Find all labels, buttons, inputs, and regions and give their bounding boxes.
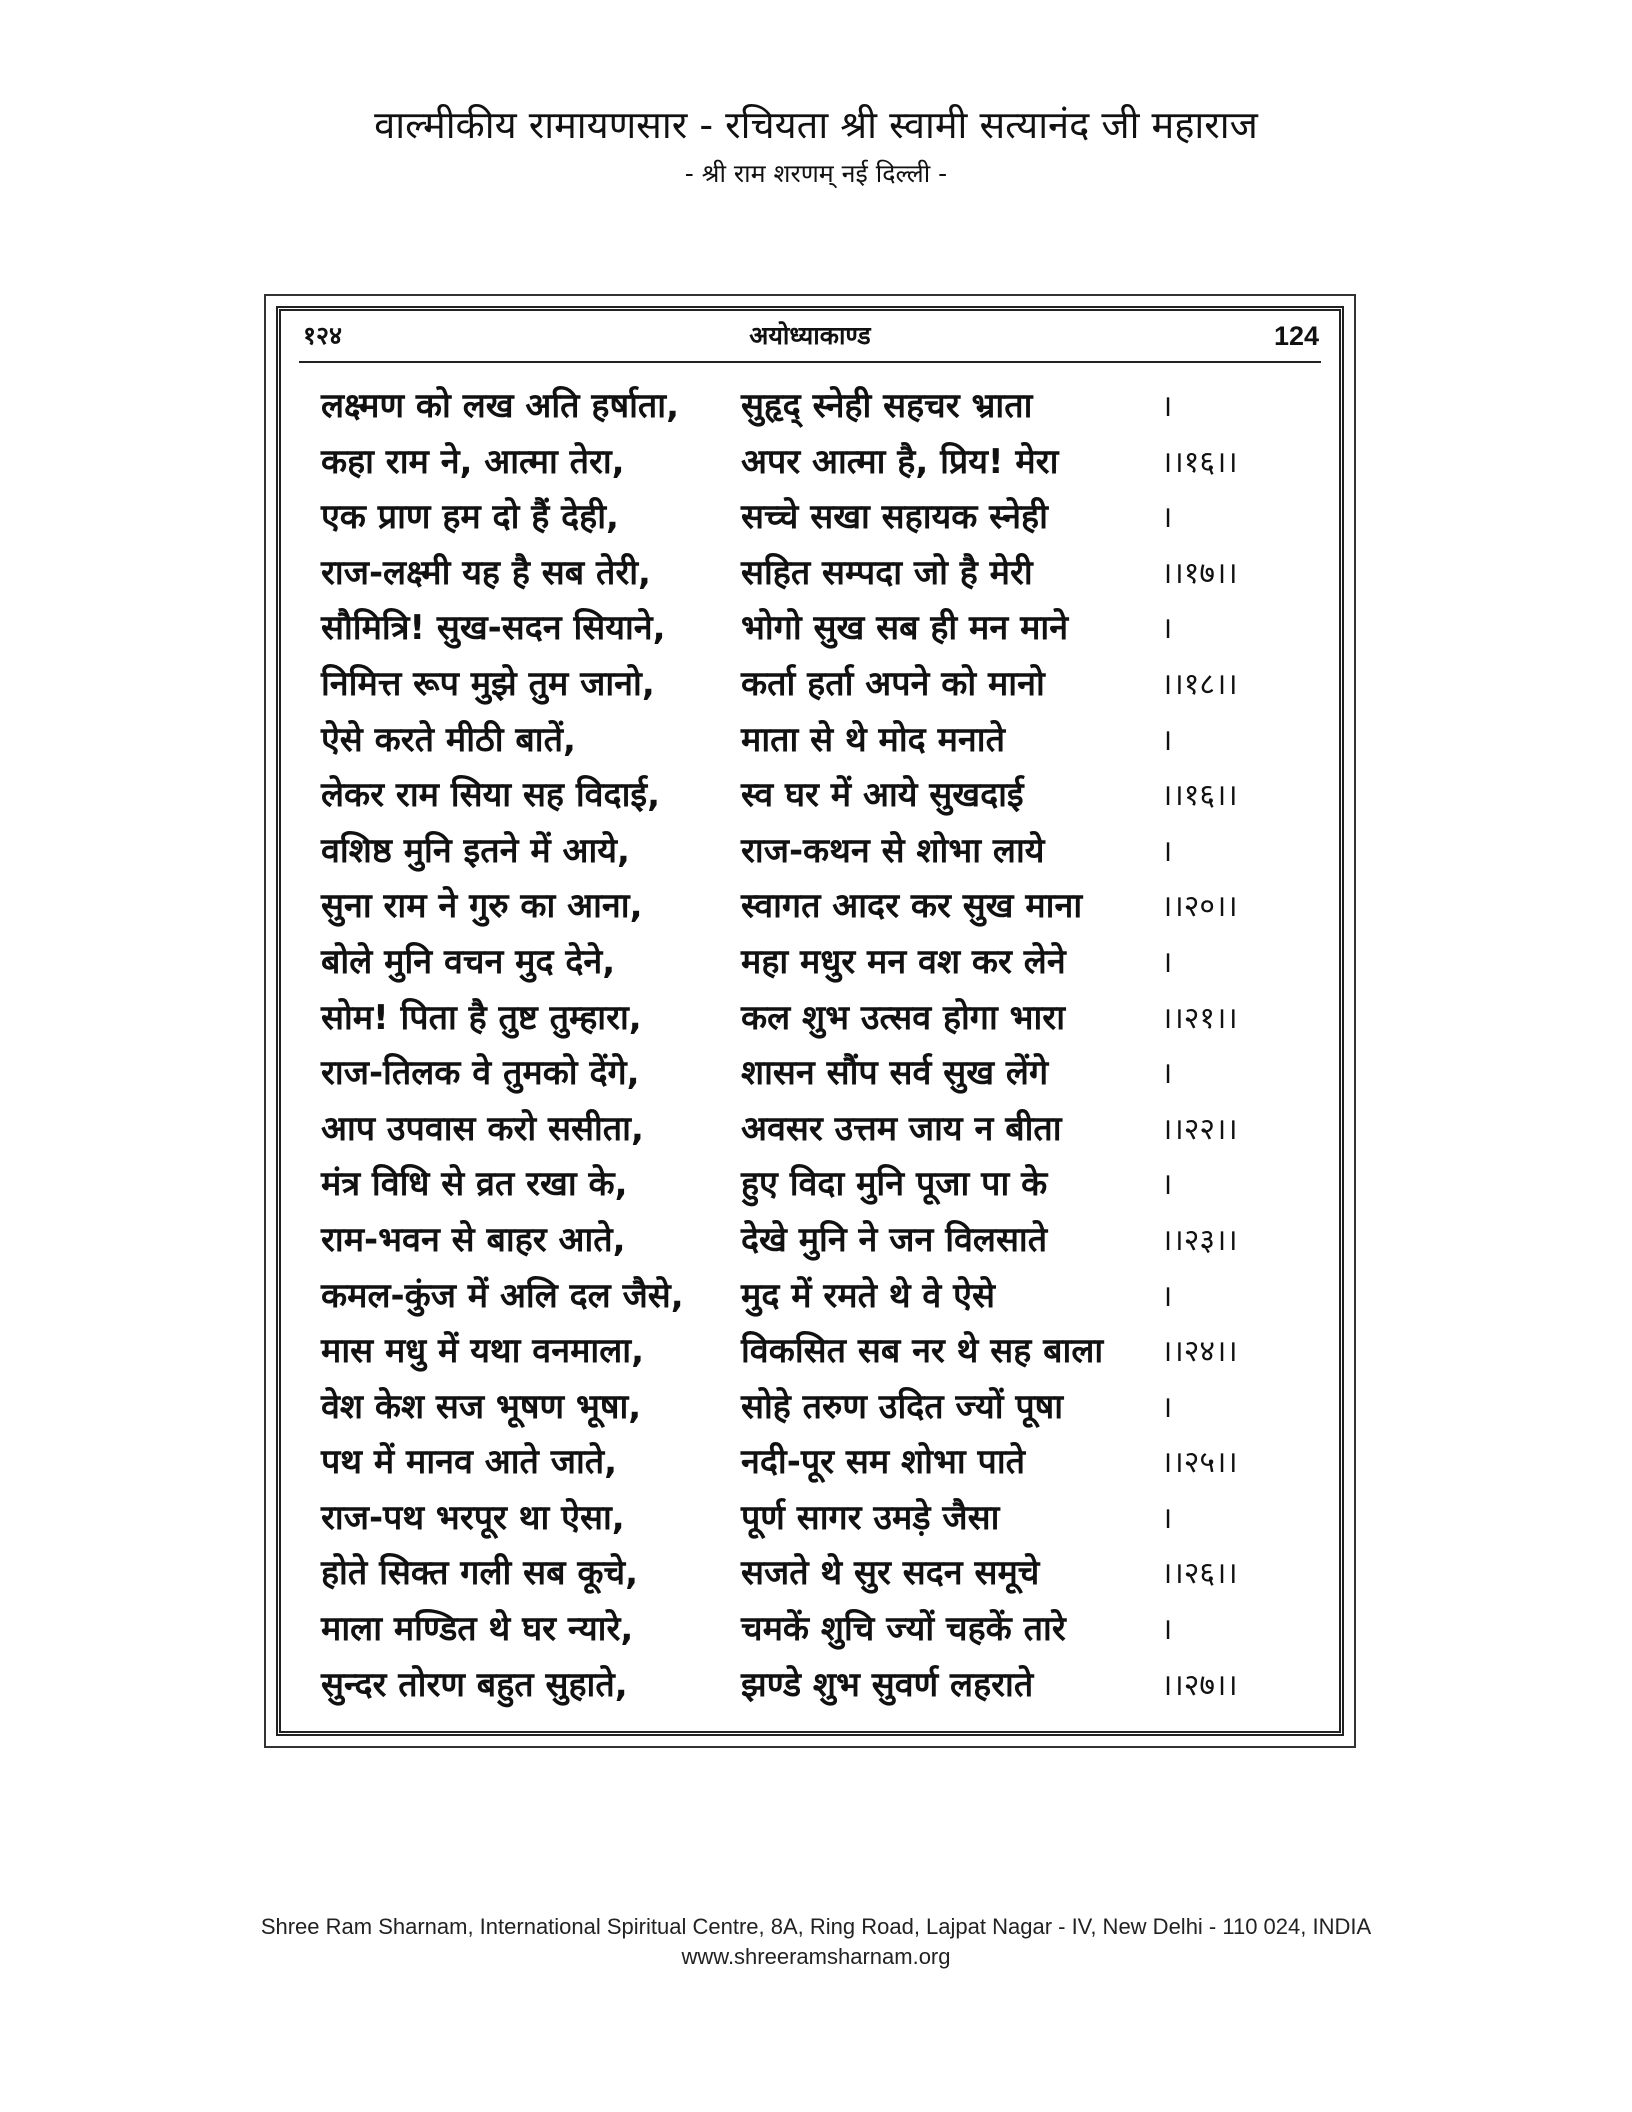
verse-row bbox=[321, 1213, 1341, 1269]
verse-row bbox=[321, 768, 1341, 824]
verse-first-half: राज-लक्ष्मी यह है सब तेरी, bbox=[321, 552, 651, 593]
verse-number: ।।२७।। bbox=[1161, 1667, 1238, 1703]
verse-number: ।।२६।। bbox=[1161, 1556, 1238, 1592]
verse-first-half: कहा राम ने, आत्मा तेरा, bbox=[321, 441, 625, 482]
text-frame bbox=[264, 294, 1356, 1748]
verse-second-half: अवसर उत्तम जाय न बीता bbox=[741, 1108, 1062, 1149]
verse-number: ।।१६।। bbox=[1161, 778, 1238, 814]
verse-second-half: सजते थे सुर सदन समूचे bbox=[741, 1553, 1040, 1594]
page-heading bbox=[299, 311, 1321, 363]
book-title: वाल्मीकीय रामायणसार - रचियता श्री स्वामी सत्यानंद जी महाराज bbox=[374, 103, 1258, 147]
verse-first-half: राज-पथ भरपूर था ऐसा, bbox=[321, 1497, 625, 1538]
page-number-devanagari: १२४ bbox=[303, 321, 343, 350]
verse-first-half: लक्ष्मण को लख अति हर्षाता, bbox=[321, 386, 680, 426]
verse-second-half: भोगो सुख सब ही मन माने bbox=[741, 608, 1069, 649]
verse-row bbox=[321, 490, 1341, 546]
verse-row bbox=[321, 1435, 1341, 1491]
verse-number: ।।२२।। bbox=[1161, 1111, 1238, 1147]
verse-number: । bbox=[1161, 1389, 1173, 1425]
verse-row bbox=[321, 879, 1341, 935]
verse-row bbox=[321, 435, 1341, 491]
verse-row bbox=[321, 379, 1341, 435]
verse-second-half: सुहृद् स्नेही सहचर भ्राता bbox=[741, 386, 1033, 426]
text-frame-inner bbox=[276, 306, 1344, 1736]
verse-second-half: स्व घर में आये सुखदाई bbox=[741, 775, 1024, 816]
verse-row bbox=[321, 713, 1341, 769]
verse-first-half: सौमित्रि! सुख-सदन सियाने, bbox=[321, 608, 666, 649]
verse-row bbox=[321, 935, 1341, 991]
verse-number: । bbox=[1161, 1500, 1173, 1536]
publisher-line: - श्री राम शरणम् नई दिल्ली - bbox=[684, 159, 948, 188]
verse-second-half: माता से थे मोद मनाते bbox=[741, 719, 1005, 760]
verse-row bbox=[321, 1269, 1341, 1325]
verse-first-half: कमल-कुंज में अलि दल जैसे, bbox=[321, 1275, 684, 1316]
verse-number: ।।२०।। bbox=[1161, 889, 1238, 925]
verse-first-half: सोम! पिता है तुष्ट तुम्हारा, bbox=[321, 997, 642, 1038]
verse-first-half: वेश केश सज भूषण भूषा, bbox=[321, 1386, 642, 1427]
verse-first-half: बोले मुनि वचन मुद देने, bbox=[321, 941, 616, 982]
verse-number: ।।१८।। bbox=[1161, 666, 1238, 702]
verse-first-half: होते सिक्त गली सब कूचे, bbox=[321, 1553, 638, 1594]
verse-row bbox=[321, 1658, 1341, 1714]
verse-second-half: कर्ता हर्ता अपने को मानो bbox=[741, 663, 1045, 704]
verse-number: ।।२१।। bbox=[1161, 1000, 1238, 1036]
verse-second-half: स्वागत आदर कर सुख माना bbox=[741, 886, 1083, 927]
verse-first-half: लेकर राम सिया सह विदाई, bbox=[321, 775, 660, 816]
verse-row bbox=[321, 546, 1341, 602]
verse-second-half: सच्चे सखा सहायक स्नेही bbox=[741, 497, 1048, 538]
verse-row bbox=[321, 1102, 1341, 1158]
verse-number: ।।२४।। bbox=[1161, 1334, 1238, 1370]
verse-number: ।।२३।। bbox=[1161, 1222, 1238, 1258]
verse-number: । bbox=[1161, 500, 1173, 536]
verse-first-half: सुना राम ने गुरु का आना, bbox=[321, 886, 643, 927]
verse-first-half: निमित्त रूप मुझे तुम जानो, bbox=[321, 663, 655, 704]
verse-second-half: झण्डे शुभ सुवर्ण लहराते bbox=[741, 1664, 1034, 1705]
verse-row bbox=[321, 601, 1341, 657]
page-number: 124 bbox=[1273, 321, 1319, 351]
verse-second-half: महा मधुर मन वश कर लेने bbox=[741, 941, 1066, 982]
verse-second-half: हुए विदा मुनि पूजा पा के bbox=[741, 1164, 1048, 1205]
verse-second-half: मुद में रमते थे वे ऐसे bbox=[741, 1275, 995, 1316]
footer-website: www.shreeramsharnam.org bbox=[681, 1944, 951, 1969]
verse-second-half: सहित सम्पदा जो है मेरी bbox=[741, 552, 1033, 593]
verse-number: ।।२५।। bbox=[1161, 1445, 1238, 1481]
verse-first-half: राम-भवन से बाहर आते, bbox=[321, 1219, 626, 1260]
verse-first-half: मास मधु में यथा वनमाला, bbox=[321, 1331, 644, 1372]
verse-second-half: सोहे तरुण उदित ज्यों पूषा bbox=[741, 1386, 1064, 1427]
verse-row bbox=[321, 991, 1341, 1047]
verse-row bbox=[321, 1546, 1341, 1602]
verse-row bbox=[321, 1157, 1341, 1213]
verse-number: । bbox=[1161, 389, 1173, 424]
verse-row bbox=[321, 1324, 1341, 1380]
verse-second-half: विकसित सब नर थे सह बाला bbox=[741, 1331, 1104, 1372]
verse-first-half: मंत्र विधि से व्रत रखा के, bbox=[321, 1164, 628, 1205]
verse-first-half: पथ में मानव आते जाते, bbox=[321, 1442, 618, 1483]
verse-second-half: चमकें शुचि ज्यों चहकें तारे bbox=[741, 1609, 1066, 1650]
verse-second-half: नदी-पूर सम शोभा पाते bbox=[741, 1442, 1026, 1483]
verse-second-half: देखे मुनि ने जन विलसाते bbox=[741, 1219, 1048, 1260]
verse-second-half: राज-कथन से शोभा लाये bbox=[741, 830, 1045, 871]
verse-first-half: माला मण्डित थे घर न्यारे, bbox=[321, 1609, 634, 1650]
verse-number: । bbox=[1161, 1056, 1173, 1092]
verse-number: । bbox=[1161, 833, 1173, 869]
verse-first-half: एक प्राण हम दो हैं देही, bbox=[321, 497, 619, 538]
verse-row bbox=[321, 1602, 1341, 1658]
verse-row bbox=[321, 1046, 1341, 1102]
verse-number: ।।१७।। bbox=[1161, 555, 1238, 591]
verse-number: ।।१६।। bbox=[1161, 444, 1238, 480]
verse-first-half: ऐसे करते मीठी बातें, bbox=[321, 719, 576, 760]
page-footer bbox=[0, 1912, 1632, 1972]
verse-list bbox=[321, 379, 1341, 1713]
verse-second-half: अपर आत्मा है, प्रिय! मेरा bbox=[741, 441, 1059, 482]
section-title: अयोध्याकाण्ड bbox=[749, 321, 871, 350]
verse-second-half: शासन सौंप सर्व सुख लेंगे bbox=[741, 1053, 1049, 1094]
verse-first-half: राज-तिलक वे तुमको देंगे, bbox=[321, 1053, 640, 1094]
verse-first-half: सुन्दर तोरण बहुत सुहाते, bbox=[321, 1664, 628, 1705]
verse-row bbox=[321, 1491, 1341, 1547]
verse-first-half: आप उपवास करो ससीता, bbox=[321, 1108, 644, 1149]
verse-first-half: वशिष्ठ मुनि इतने में आये, bbox=[321, 830, 630, 871]
verse-second-half: पूर्ण सागर उमड़े जैसा bbox=[741, 1497, 1000, 1538]
verse-row bbox=[321, 824, 1341, 880]
verse-number: । bbox=[1161, 1278, 1173, 1314]
verse-second-half: कल शुभ उत्सव होगा भारा bbox=[741, 997, 1066, 1038]
page-header bbox=[0, 100, 1632, 192]
footer-address: Shree Ram Sharnam, International Spiritual Centre, 8A, Ring Road, Lajpat Nagar - IV, New Delhi - 110 024, INDIA bbox=[260, 1914, 1372, 1939]
verse-number: । bbox=[1161, 722, 1173, 758]
verse-row bbox=[321, 657, 1341, 713]
verse-number: । bbox=[1161, 1167, 1173, 1203]
verse-number: । bbox=[1161, 944, 1173, 980]
verse-row bbox=[321, 1380, 1341, 1436]
verse-number: । bbox=[1161, 1612, 1173, 1648]
verse-number: । bbox=[1161, 611, 1173, 647]
